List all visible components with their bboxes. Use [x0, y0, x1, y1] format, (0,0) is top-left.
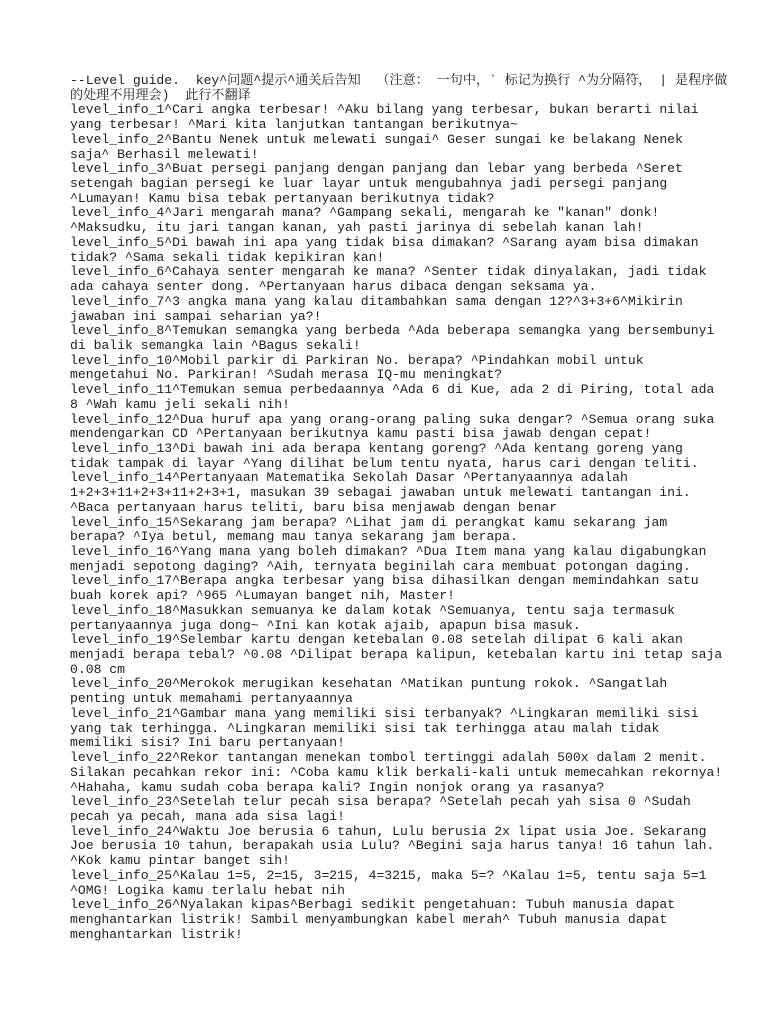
text-line: yang terbesar! ^Mari kita lanjutkan tantangan berikutnya~	[70, 117, 518, 133]
text-line: pecah ya pecah, mana ada sisa lagi!	[70, 808, 346, 824]
text-line: Silakan pecahkan rekor ini: ^Coba kamu klik berkali-kali untuk memecahkan rekornya!	[70, 764, 723, 780]
text-line: ada cahaya senter dong. ^Pertanyaan harus dibaca dengan seksama ya.	[70, 279, 597, 295]
text-line: pertanyaannya juga dong~ ^Ini kan kotak ajaib, apapun bisa masuk.	[70, 617, 581, 633]
text-line: level_info_4^Jari mengarah mana? ^Gampang sekali, mengarah ke "kanan" donk!	[70, 205, 660, 221]
text-line: tidak? ^Sama sekali tidak kepikiran kan!	[70, 249, 385, 265]
text-line: level_info_19^Selembar kartu dengan ketebalan 0.08 setelah dilipat 6 kali akan	[70, 632, 683, 648]
text-line: ^Lumayan! Kamu bisa tebak pertanyaan berikutnya tidak?	[70, 190, 495, 206]
text-line: di balik semangka lain ^Bagus sekali!	[70, 337, 361, 353]
text-line: 0.08 cm	[70, 661, 126, 677]
text-line: saja^ Berhasil melewati!	[70, 146, 259, 162]
text-line: level_info_17^Berapa angka terbesar yang bisa dihasilkan dengan memindahkan satu	[70, 573, 699, 589]
text-line: ^Hahaha, kamu sudah coba berapa kali? Ingin nonjok orang ya rasanya?	[70, 779, 605, 795]
text-line: 8 ^Wah kamu jeli sekali nih!	[70, 396, 291, 412]
text-line: memiliki sisi? Ini baru pertanyaan!	[70, 735, 346, 751]
text-line: ^Maksudku, itu jari tangan kanan, yah pasti jarinya di sebelah kanan lah!	[70, 220, 644, 236]
text-line: level_info_2^Bantu Nenek untuk melewati sungai^ Geser sungai ke belakang Nenek	[70, 131, 683, 147]
text-line: setengah bagian persegi ke luar layar untuk mengubahnya jadi persegi panjang	[70, 176, 668, 192]
text-line: ^OMG! Logika kamu terlalu hebat nih	[70, 882, 346, 898]
text-line: level_info_12^Dua huruf apa yang orang-orang paling suka dengar? ^Semua orang suka	[70, 411, 715, 427]
text-line: level_info_15^Sekarang jam berapa? ^Lihat jam di perangkat kamu sekarang jam	[70, 514, 668, 530]
text-line: level_info_11^Temukan semua perbedaannya ^Ada 6 di Kue, ada 2 di Piring, total ada	[70, 382, 715, 398]
text-line: ^Kok kamu pintar banget sih!	[70, 853, 291, 869]
text-line: level_info_22^Rekor tantangan menekan tombol tertinggi adalah 500x dalam 2 menit.	[70, 750, 707, 766]
text-line: yang tak terhingga. ^Lingkaran memiliki sisi tak terhingga atau malah tidak	[70, 720, 660, 736]
text-line: level_info_24^Waktu Joe berusia 6 tahun, Lulu berusia 2x lipat usia Joe. Sekarang	[70, 823, 707, 839]
text-line: jawaban ini sampai seharian ya?!	[70, 308, 322, 324]
text-line: level_info_26^Nyalakan kipas^Berbagi sedikit pengetahuan: Tubuh manusia dapat	[70, 897, 676, 913]
text-line: level_info_20^Merokok merugikan kesehatan ^Matikan puntung rokok. ^Sangatlah	[70, 676, 668, 692]
text-line: Joe berusia 10 tahun, berapakah usia Lulu? ^Begini saja harus tanya! 16 tahun lah.	[70, 838, 715, 854]
text-line: level_info_1^Cari angka terbesar! ^Aku bilang yang terbesar, bukan berarti nilai	[70, 102, 699, 118]
text-line: mengetahui No. Parkiran! ^Sudah merasa IQ-mu meningkat?	[70, 367, 503, 383]
text-line: level_info_25^Kalau 1=5, 2=15, 3=215, 4=3215, maka 5=? ^Kalau 1=5, tentu saja 5=1	[70, 867, 707, 883]
text-line: ^Baca pertanyaan harus teliti, baru bisa menjawab dengan benar	[70, 499, 558, 515]
text-line: level_info_18^Masukkan semuanya ke dalam kotak ^Semuanya, tentu saja termasuk	[70, 602, 676, 618]
text-line: level_info_3^Buat persegi panjang dengan panjang dan lebar yang berbeda ^Seret	[70, 161, 683, 177]
text-line: level_info_6^Cahaya senter mengarah ke mana? ^Senter tidak dinyalakan, jadi tidak	[70, 264, 707, 280]
text-line: level_info_7^3 angka mana yang kalau ditambahkan sama dengan 12?^3+3+6^Mikirin	[70, 293, 683, 309]
text-line: level_info_16^Yang mana yang boleh dimakan? ^Dua Item mana yang kalau digabungkan	[70, 544, 707, 559]
text-line: penting untuk memahami pertanyaannya	[70, 691, 353, 707]
document-page	[70, 74, 760, 942]
text-line: menghantarkan listrik! Sambil menyambungkan kabel merah^ Tubuh manusia dapat	[70, 911, 668, 927]
text-line: mendengarkan CD ^Pertanyaan berikutnya kamu pasti bisa jawab dengan cepat!	[70, 426, 652, 442]
text-line: level_info_8^Temukan semangka yang berbeda ^Ada beberapa semangka yang bersembunyi	[70, 323, 715, 339]
text-line: level_info_10^Mobil parkir di Parkiran No. berapa? ^Pindahkan mobil untuk	[70, 352, 644, 368]
text-line: menghantarkan listrik!	[70, 926, 243, 942]
text-line: menjadi sepotong daging? ^Aih, ternyata beginilah cara membuat potongan daging.	[70, 558, 691, 574]
guide-header-line: 的处理不用理会) 此行不翻译	[70, 87, 251, 103]
text-line: level_info_21^Gambar mana yang memiliki sisi terbanyak? ^Lingkaran memiliki sisi	[70, 705, 699, 721]
text-line: menjadi berapa tebal? ^0.08 ^Dilipat berapa kalipun, ketebalan kartu ini tetap saja	[70, 647, 723, 663]
text-line: level_info_14^Pertanyaan Matematika Sekolah Dasar ^Pertanyaannya adalah	[70, 470, 628, 486]
text-line: tidak tampak di layar ^Yang dilihat belum tentu nyata, harus cari dengan teliti.	[70, 455, 699, 471]
text-line: 1+2+3+11+2+3+11+2+3+1, masukan 39 sebagai jawaban untuk melewati tantangan ini.	[70, 485, 691, 501]
text-line: level_info_13^Di bawah ini ada berapa kentang goreng? ^Ada kentang goreng yang	[70, 440, 683, 456]
text-line: berapa? ^Iya betul, memang mau tanya sekarang jam berapa.	[70, 529, 518, 545]
guide-header-line: --Level guide. key^问题^提示^通关后告知 （注意： 一句中，` 标记为换行 ^为分隔符， | 是程序做	[70, 73, 728, 88]
text-line: level_info_5^Di bawah ini apa yang tidak bisa dimakan? ^Sarang ayam bisa dimakan	[70, 234, 699, 250]
text-line: level_info_23^Setelah telur pecah sisa berapa? ^Setelah pecah yah sisa 0 ^Sudah	[70, 794, 691, 810]
text-line: buah korek api? ^965 ^Lumayan banget nih, Master!	[70, 588, 456, 604]
